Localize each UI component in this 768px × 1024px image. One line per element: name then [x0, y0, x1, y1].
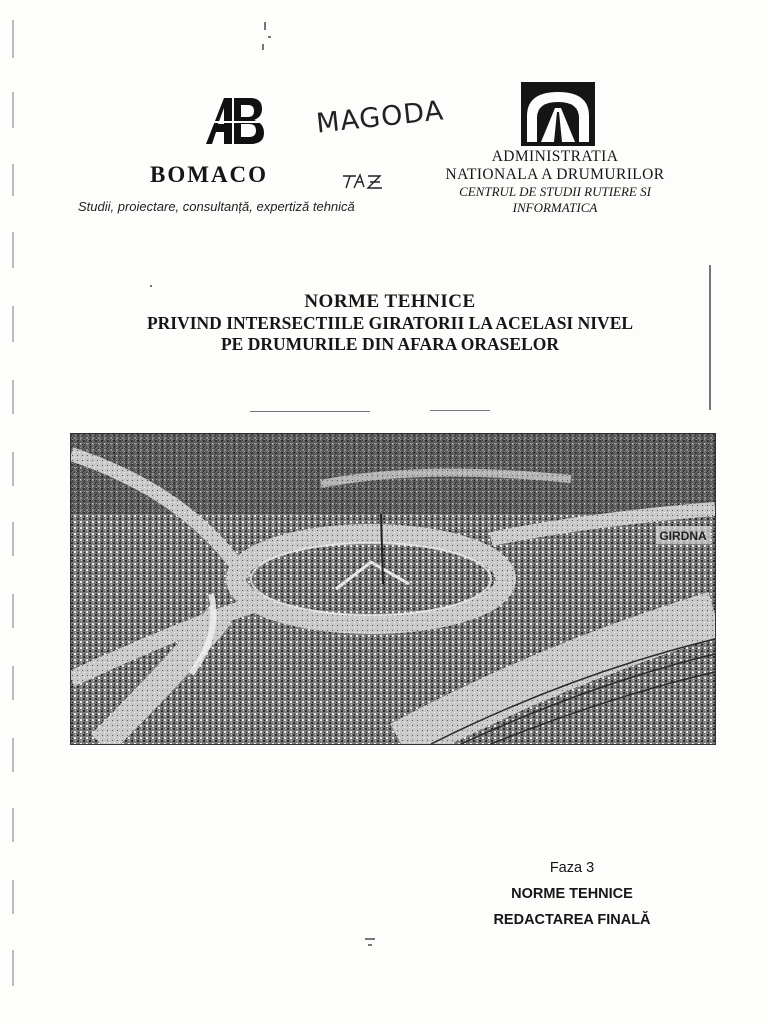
bomaco-tagline: Studii, proiectare, consultanță, expertiză tehnică [78, 199, 355, 214]
binding-edge [0, 0, 30, 1024]
photo-sign-text: GIRDNA [659, 529, 707, 543]
title-line3: PE DRUMURILE DIN AFARA ORASELOR [220, 334, 560, 354]
title-main: NORME TEHNICE [304, 291, 476, 312]
and-sub-line1: CENTRUL DE STUDII RUTIERE SI [459, 184, 651, 199]
roundabout-photo [70, 433, 716, 745]
bomaco-name: BOMACO [150, 162, 269, 187]
handwritten-initials [340, 170, 386, 192]
handwritten-note: MAGODA [314, 95, 446, 140]
and-name-line1: ADMINISTRATIA [491, 148, 619, 165]
phase-label: Faza 3 [549, 860, 595, 876]
and-logo [521, 82, 595, 146]
phase-line2: NORME TEHNICE [511, 886, 633, 902]
title-line2: PRIVIND INTERSECTIILE GIRATORII LA ACELASI NIVEL [146, 313, 634, 333]
bomaco-logo [196, 92, 266, 148]
and-name-line2: NATIONALA A DRUMURILOR [445, 166, 665, 183]
document-title [80, 290, 700, 355]
and-sub-line2: INFORMATICA [512, 200, 598, 215]
phase-block [452, 855, 692, 933]
and-header [410, 148, 700, 216]
phase-line3: REDACTAREA FINALĂ [493, 912, 651, 928]
